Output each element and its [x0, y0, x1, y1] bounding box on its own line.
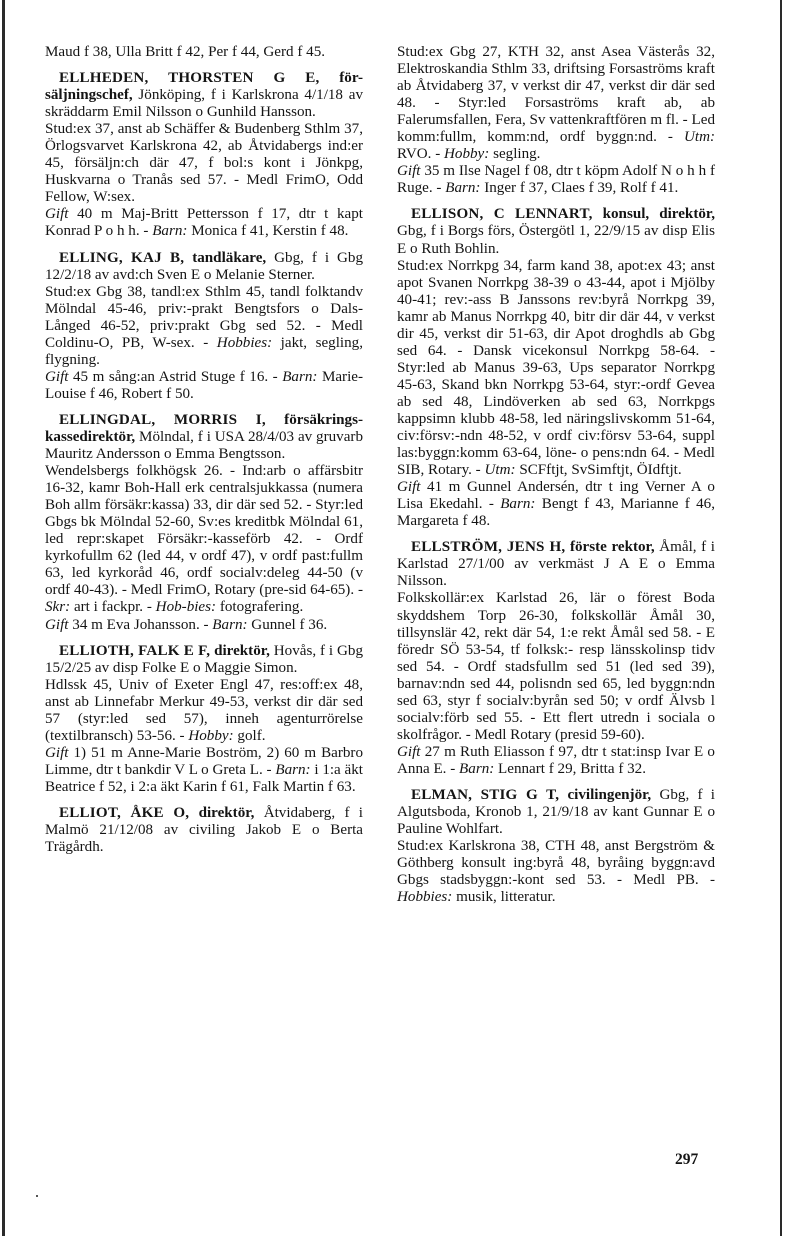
career-text — [397, 258, 715, 480]
person-name: ELLIOTH, FALK E F, — [59, 642, 211, 659]
family-text — [45, 745, 363, 796]
career-text — [397, 44, 715, 163]
occupation: förste rektor, — [569, 539, 655, 556]
children-label: Barn: — [459, 760, 495, 777]
family-label: Gift — [45, 744, 69, 761]
family-label: Gift — [45, 206, 69, 223]
entry-header — [45, 643, 363, 677]
spouse-info: 40 m Maj-Britt Pettersson f 17, dtr t kapt Konrad P o h h. - — [45, 206, 363, 240]
family-label: Gift — [397, 743, 421, 760]
hobby-info: musik, litteratur. — [456, 889, 556, 906]
hobby-label: Hobby: — [188, 727, 234, 744]
hobby-info: golf. — [237, 727, 266, 744]
spouse-info: 41 m Gunnel Andersén, dtr t ing Verner A o Lisa Ekedahl. - — [397, 479, 715, 513]
scan-edge-left — [2, 0, 5, 1236]
career-text — [45, 677, 363, 745]
hobby-label: Hobbies: — [216, 334, 273, 351]
family-label: Gift — [397, 479, 421, 496]
hobby-info: jakt, segling, flygning. — [45, 334, 363, 368]
entry-header — [397, 206, 715, 257]
family-label: Gift — [45, 368, 69, 385]
children-info: Gunnel f 36. — [251, 616, 328, 633]
career-body: Stud:ex Gbg 38, tandl:ex Sthlm 45, tandl folktandv Mölndal 45-46, priv:-prakt Bengtsfors o Dals-Långed 46-52, priv:prakt Gbg sed 52. - Medl Coldinu-O, PB, W-sex. - — [45, 283, 363, 351]
person-name: ELLING, KAJ B, — [59, 249, 185, 266]
scan-speck — [36, 1195, 38, 1197]
career-body: Stud:ex Norrkpg 34, farm kand 38, apot:ex 43; anst apot Svanen Norrkpg 38-39 o 43-44, apot i Mjölby 40-41; rev:-ass B Janssons rev:byrå Norrkpg 39, kamr ab Manus Norrkpg 40, bitr dir där 44, v verkst dir 45, verkst dir 51-63, dir Apot droghdls ab Gbg sed 64. - Dansk vicekonsul Norrkpg 58-64. - Styr:led ab Manus 39-63, Ups separator Norrkpg 45-63, Skand bkn Norrkpg 53-64, styr:-ordf Gevea ab sed 48, Lindöverken ab sed 63, Norrkpgs kappsimn klubb 48-58, led näringslivskomm 51-64, civ:försv:-ndn 48-52, v ordf civ:försv 53-64, suppl las:byggn:komm 63-64, löne- o pens:ndn 64. - Medl SIB, Rotary. - — [397, 257, 715, 479]
person-name: ELMAN, STIG G T, — [411, 786, 560, 803]
spouse-info: 34 m Eva Johansson. - — [72, 616, 209, 633]
birth-info: Mölndal, f i USA 28/4/03 av gruvarb Mauritz Andersson o Emma Bengtsson. — [45, 428, 363, 463]
entry-elman — [397, 787, 715, 906]
children-label: Barn: — [282, 368, 318, 385]
occupation: konsul, direktör, — [602, 206, 715, 223]
writings-label: Skr: — [45, 599, 71, 616]
entry-ellheden — [45, 70, 363, 240]
page-number: 297 — [675, 1151, 699, 1168]
family-text — [45, 206, 363, 240]
left-column — [45, 44, 363, 865]
family-text — [397, 744, 715, 778]
birth-info: Gbg, f i Borgs förs, Östergötl 1, 22/9/15 av disp Elis E o Ruth Bohlin. — [397, 223, 715, 257]
family-text — [397, 479, 715, 530]
occupation: civilingenjör, — [567, 786, 652, 803]
entry-elliot-continued — [397, 44, 715, 197]
occupation: för-säljningschef, — [45, 70, 363, 104]
entry-header — [45, 805, 363, 856]
entry-header — [397, 787, 715, 838]
occupation: direktör, — [198, 804, 255, 821]
person-name: ELLINGDAL, MORRIS I, — [59, 411, 266, 428]
career-body: Wendelsbergs folkhögsk 26. - Ind:arb o affärsbitr 16-32, kamr Boh-Hall erk centralsjukkassa (numera Boh allm försäkr:kassa) 33, dir där sed 52. - Styr:led Gbgs bk Mölndal 52-60, Sv:es kreditbk Mölndal 61, led repr:skapet Försäkr:-kasseförb 42. - Ordf kyrkofullm 62 (led 44, v ordf 47), v ordf past:fullm 63, led kyrkoråd 46, ordf socialv:deleg 44-50 (v ordf 40-43). - Medl FrimO, Rotary (pre-sid 64-65). - — [45, 463, 363, 599]
family-text — [45, 617, 363, 634]
awards-info: SCFftjt, SvSimftjt, ÖIdftjt. — [519, 462, 682, 479]
children-label: Barn: — [500, 496, 536, 513]
birth-info: Åmål, f i Karlstad 27/1/00 av verkmäst J A E o Emma Nilsson. — [397, 539, 715, 590]
spouse-info: 27 m Ruth Eliasson f 97, dtr t stat:insp Ivar E o Anna E. - — [397, 743, 715, 777]
hobby-info: fotografering. — [219, 599, 304, 616]
person-name: ELLHEDEN, THORSTEN G E, — [59, 70, 320, 87]
entry-ellstrom — [397, 539, 715, 778]
right-column — [397, 44, 715, 915]
occupation: direktör, — [214, 642, 270, 659]
writings-info: art i fackpr. - — [73, 599, 152, 616]
occupation: tandläkare, — [192, 249, 267, 266]
birth-info: Gbg, f i Algutsboda, Kronob 1, 21/9/18 av kant Gunnar E o Pauline Wohlfart. — [397, 786, 715, 838]
person-name: ELLIOT, ÅKE O, — [59, 804, 190, 821]
entry-header — [45, 250, 363, 284]
entry-ellingdal — [45, 412, 363, 634]
career-text — [397, 838, 715, 906]
hobby-label: Hobby: — [444, 146, 490, 163]
children-info: Inger f 37, Claes f 39, Rolf f 41. — [484, 180, 679, 197]
entry-header — [45, 412, 363, 463]
spouse-info: 35 m Ilse Nagel f 08, dtr t köpm Adolf N o h h f Ruge. - — [397, 163, 715, 197]
entry-elliot — [45, 805, 363, 856]
continuation-text: Maud f 38, Ulla Britt f 42, Per f 44, Gerd f 45. — [45, 44, 326, 60]
family-text — [45, 369, 363, 403]
career-text: Stud:ex 37, anst ab Schäffer & Budenberg Sthlm 37, Örlogsvarvet Karlskrona 42, ab Åtvidabergs ind:er 45, försäljn:ch där 47, f bol:s kont i Jönkpg, Huskvarna o Tranås sed 57. - Medl FrimO, Odd Fellow, W:sex. — [45, 121, 363, 206]
children-info: Bengt f 43, Marianne f 46, Margareta f 48. — [397, 496, 715, 530]
awards-label: Utm: — [683, 129, 715, 146]
children-label: Barn: — [445, 180, 481, 197]
career-text — [45, 284, 363, 369]
birth-info: Jönköping, f i Karlskrona 4/1/18 av skräddarm Emil Nilsson o Gunhild Hansson. — [45, 87, 363, 121]
children-label: Barn: — [212, 616, 248, 633]
family-label: Gift — [397, 163, 421, 180]
career-body: Stud:ex Gbg 27, KTH 32, anst Asea Västerås 32, Elektroskandia Sthlm 33, driftsing Forsaströms kraft ab Åtvidaberg 37, v verkst dir 47, verkst dir där sed 48. - Styr:led Forsaströms kraft ab, ab Falerumsfallen, Fera, Sv vattenkraftfören m fl. - Led komm:fullm, komm:nd, ordf byggn:nd. - — [397, 44, 715, 146]
career-text — [45, 463, 363, 616]
awards-label: Utm: — [484, 462, 516, 479]
birth-info: Åtvidaberg, f i Malmö 21/12/08 av civiling Jakob E o Berta Trägårdh. — [45, 804, 363, 856]
family-label: Gift — [45, 616, 69, 633]
children-info: i 1:a äkt Beatrice f 52, i 2:a äkt Karin f 61, Falk Martin f 63. — [45, 761, 363, 795]
children-info: Monica f 41, Kerstin f 48. — [191, 223, 349, 240]
spouse-info: 45 m sång:an Astrid Stuge f 16. - — [73, 368, 278, 385]
children-info: Marie-Louise f 46, Robert f 50. — [45, 368, 364, 402]
career-body: Hdlssk 45, Univ of Exeter Engl 47, res:off:ex 48, anst ab Linnefabr Merkur 49-53, verkst dir där sed 57 (styr:led sed 57), inneh agenturrörelse (textilbransch) 53-56. - — [45, 676, 363, 744]
entry-elling — [45, 250, 363, 403]
scan-edge-right — [780, 0, 782, 1236]
birth-info: Gbg, f i Gbg 12/2/18 av avd:ch Sven E o Melanie Sterner. — [45, 249, 363, 283]
awards-info: RVO. - — [397, 146, 441, 163]
spouse-info: 1) 51 m Anne-Marie Boström, 2) 60 m Barbro Limme, dtr t bankdir V L o Greta L. - — [45, 744, 363, 778]
person-name: ELLISON, C LENNART, — [411, 206, 593, 223]
children-info: Lennart f 29, Britta f 32. — [498, 760, 647, 777]
occupation: försäkrings-kassedirektör, — [45, 411, 363, 445]
entry-ellison — [397, 206, 715, 530]
hobby-label: Hobbies: — [397, 889, 453, 906]
person-name: ELLSTRÖM, JENS H, — [411, 539, 566, 556]
children-label: Barn: — [152, 223, 188, 240]
hobby-label: Hob-bies: — [155, 599, 217, 616]
hobby-info: segling. — [493, 146, 541, 163]
entry-ellioth — [45, 643, 363, 796]
family-text — [397, 163, 715, 197]
birth-info: Hovås, f i Gbg 15/2/25 av disp Folke E o Maggie Simon. — [45, 642, 364, 676]
career-body: Stud:ex Karlskrona 38, CTH 48, anst Bergström & Göthberg konsult ing:byrå 48, byråing byggn:avd Gbgs stadsbyggn:-kont sed 53. - Medl PB. - — [397, 838, 715, 889]
entry-header — [45, 70, 363, 121]
children-label: Barn: — [275, 761, 311, 778]
career-text: Folkskollär:ex Karlstad 26, lär o förest Boda skyddshem Torp 26-30, folkskollär Åmål 30, tillsynslär 42, rekt där 54, 1:e rekt Åmål sed 58. - E föredr SÖ 53-54, tf folksk:- resp länsskolinsp tidv sed 54. - Ordf stadsfullm sed 51 (led sed 39), barnav:ndn sed 44, polisndn sed 65, led byggn:ndn sed 63, styr f socialv:byrån sed 50; v ordf Älvsb l socialv:förb sed 55. - Ett flert utredn i sociala o skolfrågor. - Medl Rotary (presid 59-60). — [397, 590, 715, 743]
entry-header — [397, 539, 715, 590]
